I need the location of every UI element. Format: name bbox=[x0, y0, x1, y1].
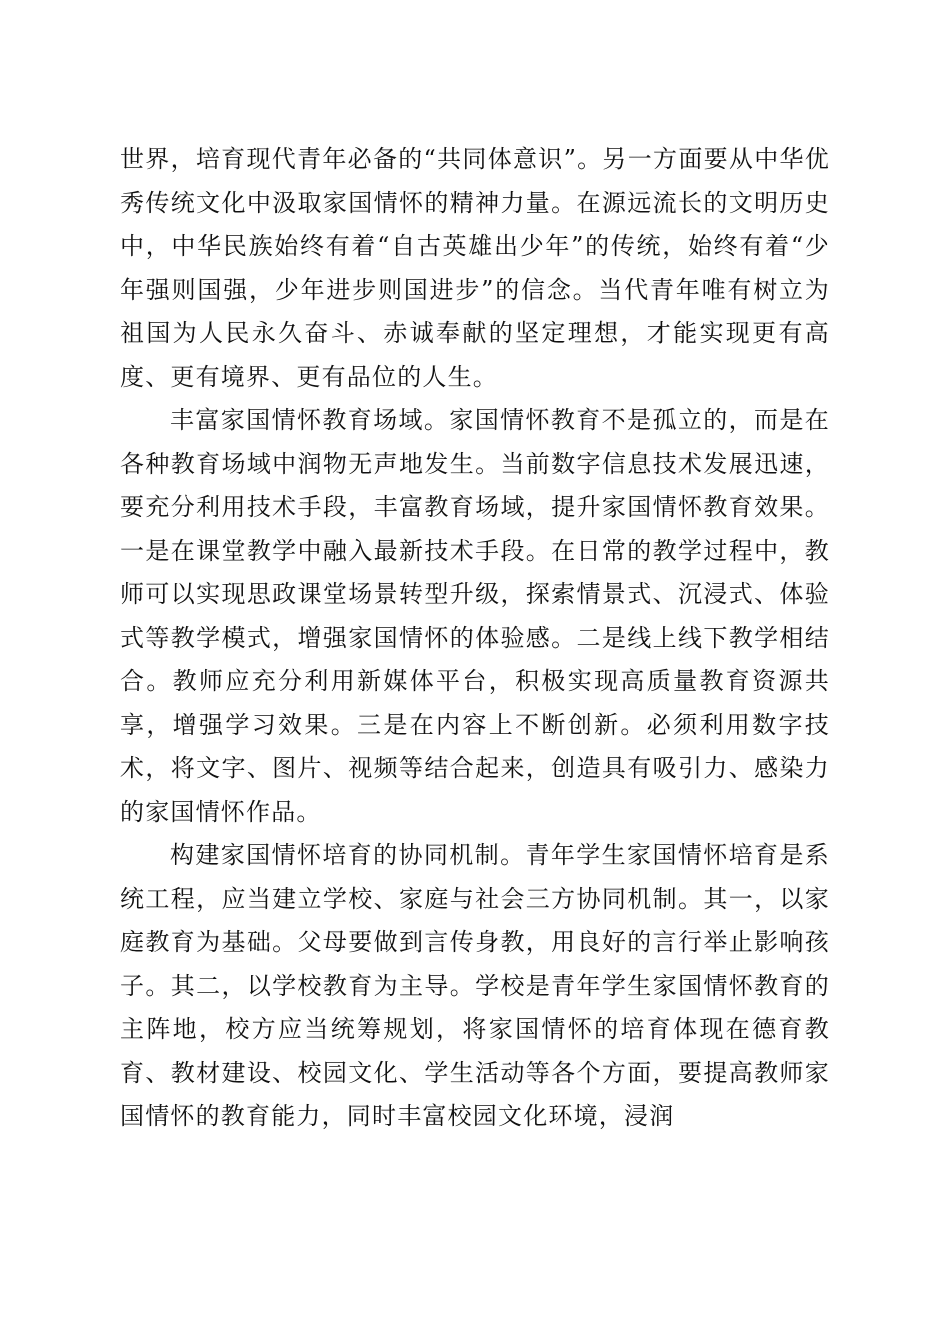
paragraph-continuation: 世界，培育现代青年必备的“共同体意识”。另一方面要从中华优秀传统文化中汲取家国情怀的精神力量。在源远流长的文明历史中，中华民族始终有着“自古英雄出少年”的传统，始终有着“少年强则国强，少年进步则国进步”的信念。当代青年唯有树立为祖国为人民永久奋斗、赤诚奉献的坚定理想，才能实现更有高度、更有境界、更有品位的人生。 bbox=[120, 145, 830, 391]
paragraph-enrich-education-field: 丰富家国情怀教育场域。家国情怀教育不是孤立的，而是在各种教育场域中润物无声地发生。当前数字信息技术发展迅速，要充分利用技术手段，丰富教育场域，提升家国情怀教育效果。一是在课堂教学中融入最新技术手段。在日常的教学过程中，教师可以实现思政课堂场景转型升级，探索情景式、沉浸式、体验式等教学模式，增强家国情怀的体验感。二是线上线下教学相结合。教师应充分利用新媒体平台，积极实现高质量教育资源共享，增强学习效果。三是在内容上不断创新。必须利用数字技术，将文字、图片、视频等结合起来，创造具有吸引力、感染力的家国情怀作品。 bbox=[120, 406, 830, 826]
paragraph-build-collaborative-mechanism: 构建家国情怀培育的协同机制。青年学生家国情怀培育是系统工程，应当建立学校、家庭与社会三方协同机制。其一，以家庭教育为基础。父母要做到言传身教，用良好的言行举止影响孩子。其二，以学校教育为主导。学校是青年学生家国情怀教育的主阵地，校方应当统筹规划，将家国情怀的培育体现在德育教育、教材建设、校园文化、学生活动等各个方面，要提高教师家国情怀的教育能力，同时丰富校园文化环境，浸润 bbox=[120, 841, 830, 1130]
document-body bbox=[120, 138, 830, 1139]
